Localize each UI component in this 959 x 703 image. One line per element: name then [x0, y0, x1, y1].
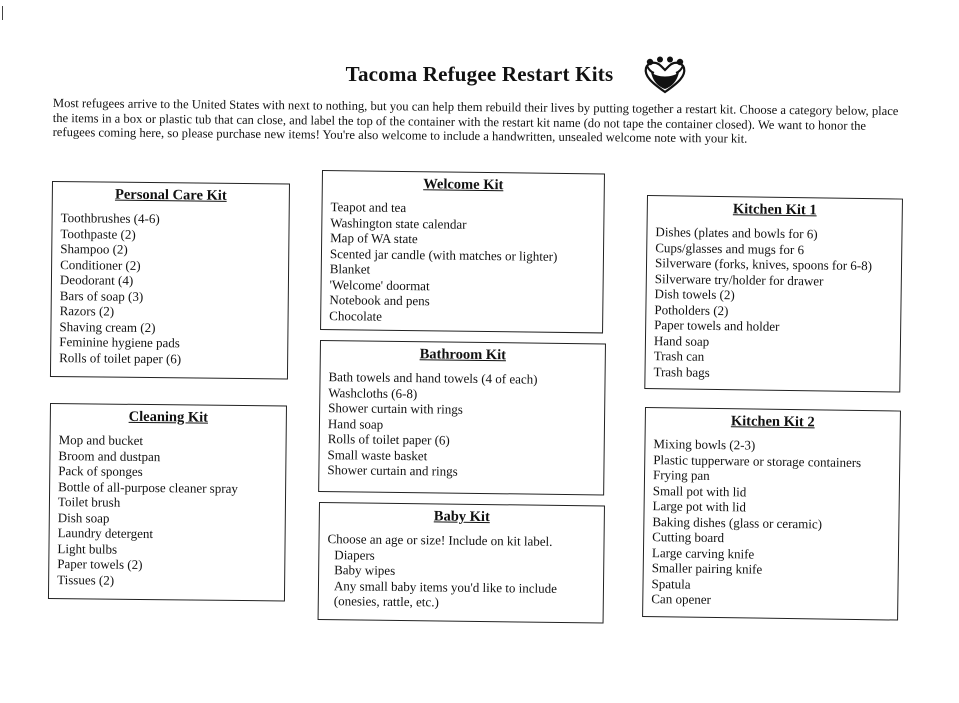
kit-title: Cleaning Kit	[128, 408, 209, 426]
baby-kit-box	[318, 502, 605, 623]
list-item: Cups/glasses and mugs for 6	[655, 239, 805, 257]
list-item: Laundry detergent	[57, 525, 154, 542]
list-item: Paper towels (2)	[57, 556, 143, 572]
list-item: Trash bags	[653, 363, 710, 380]
kit-title: Kitchen Kit 1	[732, 201, 817, 219]
list-item: Large pot with lid	[652, 498, 747, 515]
page-title: Tacoma Refugee Restart Kits	[345, 62, 614, 86]
kit-title: Kitchen Kit 2	[730, 413, 815, 431]
kit-item-list	[327, 547, 596, 612]
list-item: Toilet brush	[57, 494, 121, 510]
list-item: Small waste basket	[327, 446, 428, 463]
intro-paragraph: Most refugees arrive to the United States with next to nothing, but you can help them rebuild their lives by putting together a restart kit. Choose a category below, place the items in a box or plastic tub that can close, and label the top of the container with the restart kit name (do not tape the container closed). We want to honor the refugees coming here, so please purchase new items! You're also welcome to include a handwritten, unsealed welcome note with your kit.	[52, 96, 899, 146]
kit-title: Baby Kit	[433, 508, 490, 526]
list-item: Bars of soap (3)	[59, 287, 144, 304]
list-item: 'Welcome' doormat	[329, 276, 430, 293]
list-item: Toothpaste (2)	[60, 225, 136, 242]
baby-kit-instructions: Choose an age or size! Include on kit label.	[327, 531, 553, 549]
list-item: Baby wipes	[334, 562, 396, 578]
kit-title: Bathroom Kit	[419, 346, 507, 364]
kitchen-kit-1-box	[644, 195, 903, 393]
cleaning-kit-box	[48, 403, 287, 601]
heart-hands-logo-icon	[640, 56, 690, 96]
list-item: Rolls of toilet paper (6)	[59, 349, 182, 366]
list-item: Light bulbs	[57, 540, 118, 557]
list-item: Feminine hygiene pads	[59, 334, 180, 351]
list-item: Teapot and tea	[330, 199, 407, 216]
list-item: Tissues (2)	[57, 571, 115, 588]
kit-item-list	[327, 369, 596, 481]
list-item: Baking dishes (glass or ceramic)	[652, 513, 823, 531]
list-item: Broom and dustpan	[58, 447, 161, 464]
list-item: Cutting board	[652, 529, 725, 546]
list-item: Small pot with lid	[652, 482, 747, 499]
list-item: Washington state calendar	[330, 214, 467, 232]
list-item: Bath towels and hand towels (4 of each)	[328, 369, 538, 387]
list-item: Conditioner (2)	[60, 256, 141, 273]
kit-item-list	[329, 199, 595, 326]
list-item: Chocolate	[329, 307, 383, 324]
list-item: Dishes (plates and bowls for 6)	[655, 224, 818, 242]
list-item: Razors (2)	[59, 303, 115, 319]
bathroom-kit-box	[318, 340, 606, 495]
kit-item-list	[59, 210, 281, 367]
list-item: Mop and bucket	[58, 432, 144, 448]
list-item: Potholders (2)	[654, 301, 729, 318]
kit-title: Welcome Kit	[423, 176, 504, 194]
list-item: Shampoo (2)	[60, 241, 128, 257]
list-item: Shower curtain with rings	[328, 400, 463, 417]
list-item: Mixing bowls (2-3)	[653, 436, 756, 453]
list-item: Washcloths (6-8)	[328, 384, 418, 401]
list-item: Plastic tupperware or storage containers	[653, 451, 862, 470]
list-item: Scented jar candle (with matches or lighter)	[329, 245, 558, 264]
list-item: Dish towels (2)	[654, 286, 735, 303]
list-item: Dish soap	[57, 509, 110, 526]
kit-item-list	[57, 432, 278, 589]
kit-title: Personal Care Kit	[114, 186, 227, 204]
list-item: Silverware try/holder for drawer	[654, 270, 824, 288]
list-item: Deodorant (4)	[59, 272, 134, 288]
list-item: Rolls of toilet paper (6)	[327, 431, 450, 448]
kit-item-list	[651, 436, 891, 610]
list-item: Pack of sponges	[58, 463, 143, 479]
list-item: Map of WA state	[330, 230, 418, 247]
list-item: Diapers	[334, 546, 375, 563]
list-item: Shower curtain and rings	[327, 462, 458, 479]
kitchen-kit-2-box	[642, 407, 901, 621]
list-item: Shaving cream (2)	[59, 318, 156, 335]
list-item: Toothbrushes (4-6)	[60, 210, 160, 227]
welcome-kit-box	[320, 170, 605, 333]
list-item: Hand soap	[653, 332, 710, 349]
scan-mark	[2, 6, 3, 20]
list-item: Silverware (forks, knives, spoons for 6-8)	[654, 255, 873, 274]
list-item: Notebook and pens	[329, 292, 430, 309]
list-item: Blanket	[329, 261, 371, 277]
list-item: Bottle of all-purpose cleaner spray	[58, 478, 238, 496]
list-item: Spatula	[651, 575, 691, 592]
list-item: Smaller pairing knife	[651, 560, 763, 577]
kit-item-list	[653, 224, 893, 382]
list-item: Any small baby items you'd like to include (onesies, rattle, etc.)	[333, 577, 558, 610]
list-item: Hand soap	[327, 415, 384, 432]
list-item: Can opener	[651, 591, 711, 607]
list-item: Trash can	[653, 348, 705, 364]
list-item: Paper towels and holder	[654, 317, 780, 334]
list-item: Large carving knife	[651, 544, 755, 562]
list-item: Frying pan	[652, 467, 710, 483]
personal-care-kit-box	[50, 181, 290, 379]
